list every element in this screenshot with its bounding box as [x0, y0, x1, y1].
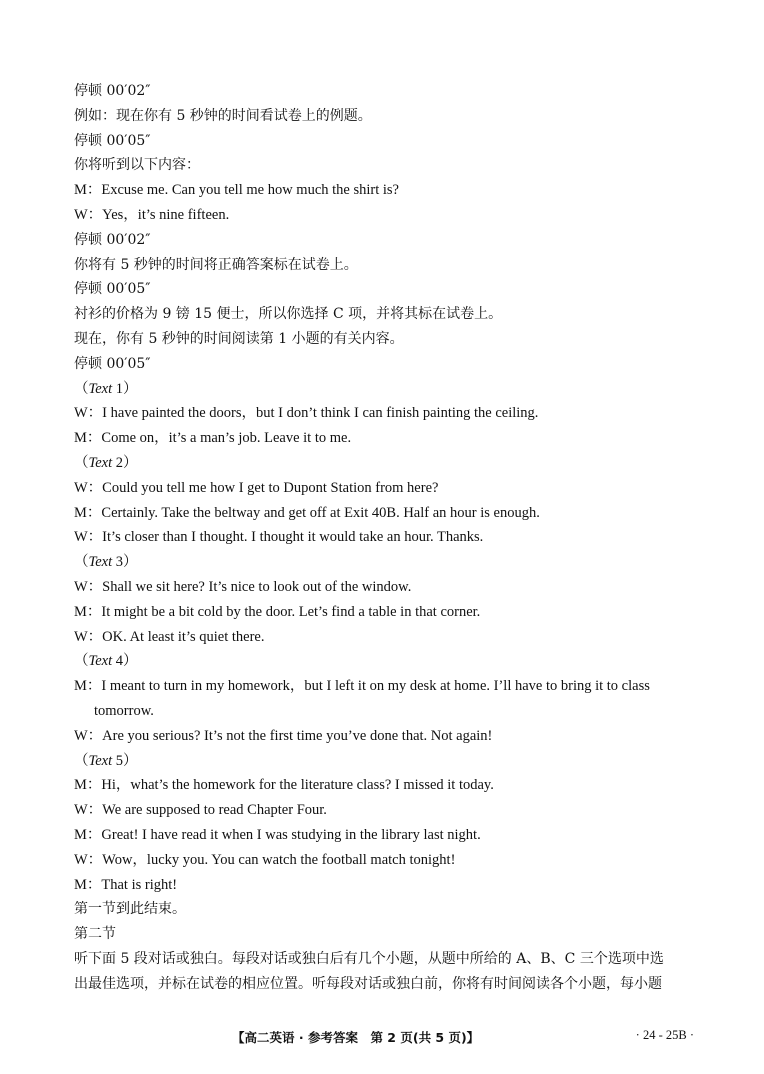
explanation-line: 衬衫的价格为 9 镑 15 便士，所以你选择 C 项，并将其标在试卷上。: [74, 306, 503, 323]
text-label: （Text 5）: [74, 752, 138, 769]
dialogue-line: M：Great! I have read it when I was studying in the library last night.: [74, 826, 481, 843]
dialogue-line: M：Come on，it’s a man’s job. Leave it to me.: [74, 430, 352, 447]
section-instruction-line: 出最佳选项，并标在试卷的相应位置。听每段对话或独白前，你将有时间阅读各个小题，每小题: [74, 975, 662, 992]
text-label: （Text 3）: [74, 554, 138, 571]
dialogue-line: W：Shall we sit here? It’s nice to look out of the window.: [74, 578, 412, 595]
instruction-line: 例如：现在你有 5 秒钟的时间看试卷上的例题。: [74, 107, 372, 124]
dialogue-line: M：That is right!: [74, 876, 178, 893]
instruction-line: 现在，你有 5 秒钟的时间阅读第 1 小题的有关内容。: [74, 330, 404, 347]
text-label: （Text 1）: [74, 380, 138, 397]
dialogue-line: W：Are you serious? It’s not the first time you’ve done that. Not again!: [74, 727, 493, 744]
pause-line: 停顿 00′05″: [74, 355, 151, 372]
dialogue-line: W：Could you tell me how I get to Dupont Station from here?: [74, 479, 439, 496]
section-heading: 第二节: [74, 926, 116, 943]
dialogue-line: W：OK. At least it’s quiet there.: [74, 628, 265, 645]
dialogue-line: M：Certainly. Take the beltway and get off at Exit 40B. Half an hour is enough.: [74, 504, 540, 521]
dialogue-line: M：I meant to turn in my homework，but I left it on my desk at home. I’ll have to bring it to class tomorrow.: [74, 678, 650, 719]
pause-line: 停顿 00′02″: [74, 83, 151, 99]
example-dialogue-line: W：Yes，it’s nine fifteen.: [74, 206, 230, 223]
section-end-line: 第一节到此结束。: [74, 901, 186, 918]
page-footer: [0, 1028, 764, 1052]
pause-line: 停顿 00′05″: [74, 281, 151, 298]
pause-line: 停顿 00′05″: [74, 132, 151, 149]
example-dialogue-line: M：Excuse me. Can you tell me how much the shirt is?: [74, 182, 399, 199]
footer-page-info: 【高二英语 · 参考答案 第 2 页(共 5 页)】: [232, 1030, 480, 1045]
dialogue-line: M：It might be a bit cold by the door. Let’s find a table in that corner.: [74, 603, 481, 620]
dialogue-line: W：I have painted the doors，but I don’t think I can finish painting the ceiling.: [74, 405, 539, 422]
instruction-line: 你将听到以下内容：: [74, 157, 200, 174]
text-label: （Text 4）: [74, 653, 138, 670]
pause-line: 停顿 00′02″: [74, 231, 151, 248]
text-label: （Text 2）: [74, 454, 138, 471]
dialogue-line: W：It’s closer than I thought. I thought it would take an hour. Thanks.: [74, 529, 484, 546]
footer-code: · 24 - 25B ·: [635, 1028, 694, 1042]
dialogue-line: M：Hi，what’s the homework for the literature class? I missed it today.: [74, 777, 494, 794]
instruction-line: 你将有 5 秒钟的时间将正确答案标在试卷上。: [74, 256, 358, 273]
section-instruction-line: 听下面 5 段对话或独白。每段对话或独白后有几个小题，从题中所给的 A、B、C 三个选项中选: [74, 950, 664, 967]
dialogue-line: W：We are supposed to read Chapter Four.: [74, 802, 327, 819]
page-content: [74, 79, 704, 996]
dialogue-line: W：Wow，lucky you. You can watch the football match tonight!: [74, 851, 456, 868]
